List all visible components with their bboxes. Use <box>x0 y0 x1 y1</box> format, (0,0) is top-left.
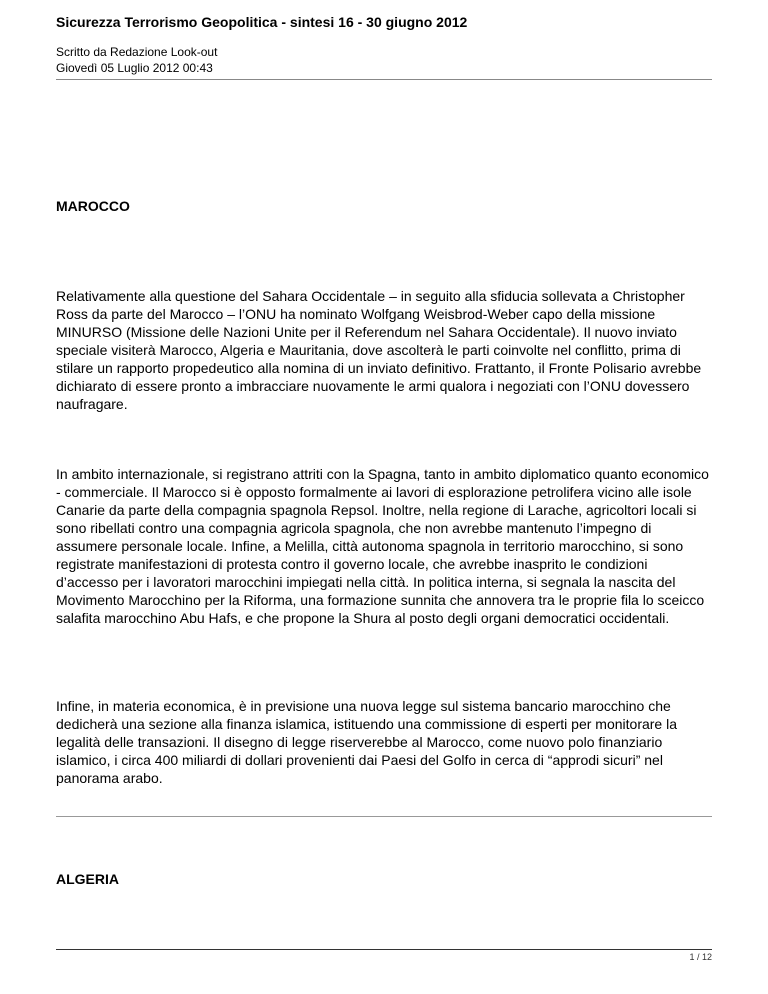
document-meta <box>56 44 217 76</box>
document-page <box>56 0 712 994</box>
date-line: Giovedì 05 Luglio 2012 00:43 <box>56 61 213 75</box>
paragraph: In ambito internazionale, si registrano attriti con la Spagna, tanto in ambito diplomatico quanto economico - commerciale. Il Marocco si è opposto formalmente ai lavori di esplorazione petrolifera vicino alle isole Canarie da parte della compagnia spagnola Repsol. Inoltre, nella regione di Larache, agricoltori locali si sono ribellati contro una compagnia agricola spagnola, che non avrebbe mantenuto l’impegno di assumere personale locale. Infine, a Melilla, città autonoma spagnola in territorio marocchino, si sono registrate manifestazioni di protesta contro il governo locale, che avrebbe inasprito le condizioni d’accesso per i lavoratori marocchini impiegati nella città. In politica interna, si segnala la nascita del Movimento Marocchino per la Riforma, una formazione sunnita che annovera tra le proprie fila lo sceicco salafita marocchino Abu Hafs, e che propone la Shura al posto degli organi democratici occidentali. <box>56 466 709 626</box>
paragraph: Infine, in materia economica, è in previsione una nuova legge sul sistema bancario marocchino che dedicherà una sezione alla finanza islamica, istituendo una commissione di esperti per monitorare la legalità delle transazioni. Il disegno di legge riserverebbe al Marocco, come nuovo polo finanziario islamico, i circa 400 miliardi di dollari provenienti dai Paesi del Golfo in cerca di “approdi sicuri” nel panorama arabo. <box>56 698 678 786</box>
section-heading-marocco: MAROCCO <box>56 198 130 214</box>
author-line: Scritto da Redazione Look-out <box>56 45 218 59</box>
document-title: Sicurezza Terrorismo Geopolitica - sintesi 16 - 30 giugno 2012 <box>56 14 468 30</box>
footer-divider <box>56 949 712 950</box>
page-number: 1 / 12 <box>689 952 712 962</box>
header-divider <box>56 79 712 80</box>
section-heading-algeria: ALGERIA <box>56 871 119 887</box>
section-divider <box>56 816 712 817</box>
paragraph: Relativamente alla questione del Sahara Occidentale – in seguito alla sfiducia sollevata a Christopher Ross da parte del Marocco – l’ONU ha nominato Wolfgang Weisbrod-Weber capo della missione MINURSO (Missione delle Nazioni Unite per il Referendum nel Sahara Occidentale). Il nuovo inviato speciale visiterà Marocco, Algeria e Mauritania, dove ascolterà le parti coinvolte nel conflitto, prima di stilare un rapporto propedeutico alla nomina di un inviato definitivo. Frattanto, il Fronte Polisario avrebbe dichiarato di essere pronto a imbracciare nuovamente le armi qualora i negoziati con l’ONU dovessero naufragare. <box>56 288 702 412</box>
